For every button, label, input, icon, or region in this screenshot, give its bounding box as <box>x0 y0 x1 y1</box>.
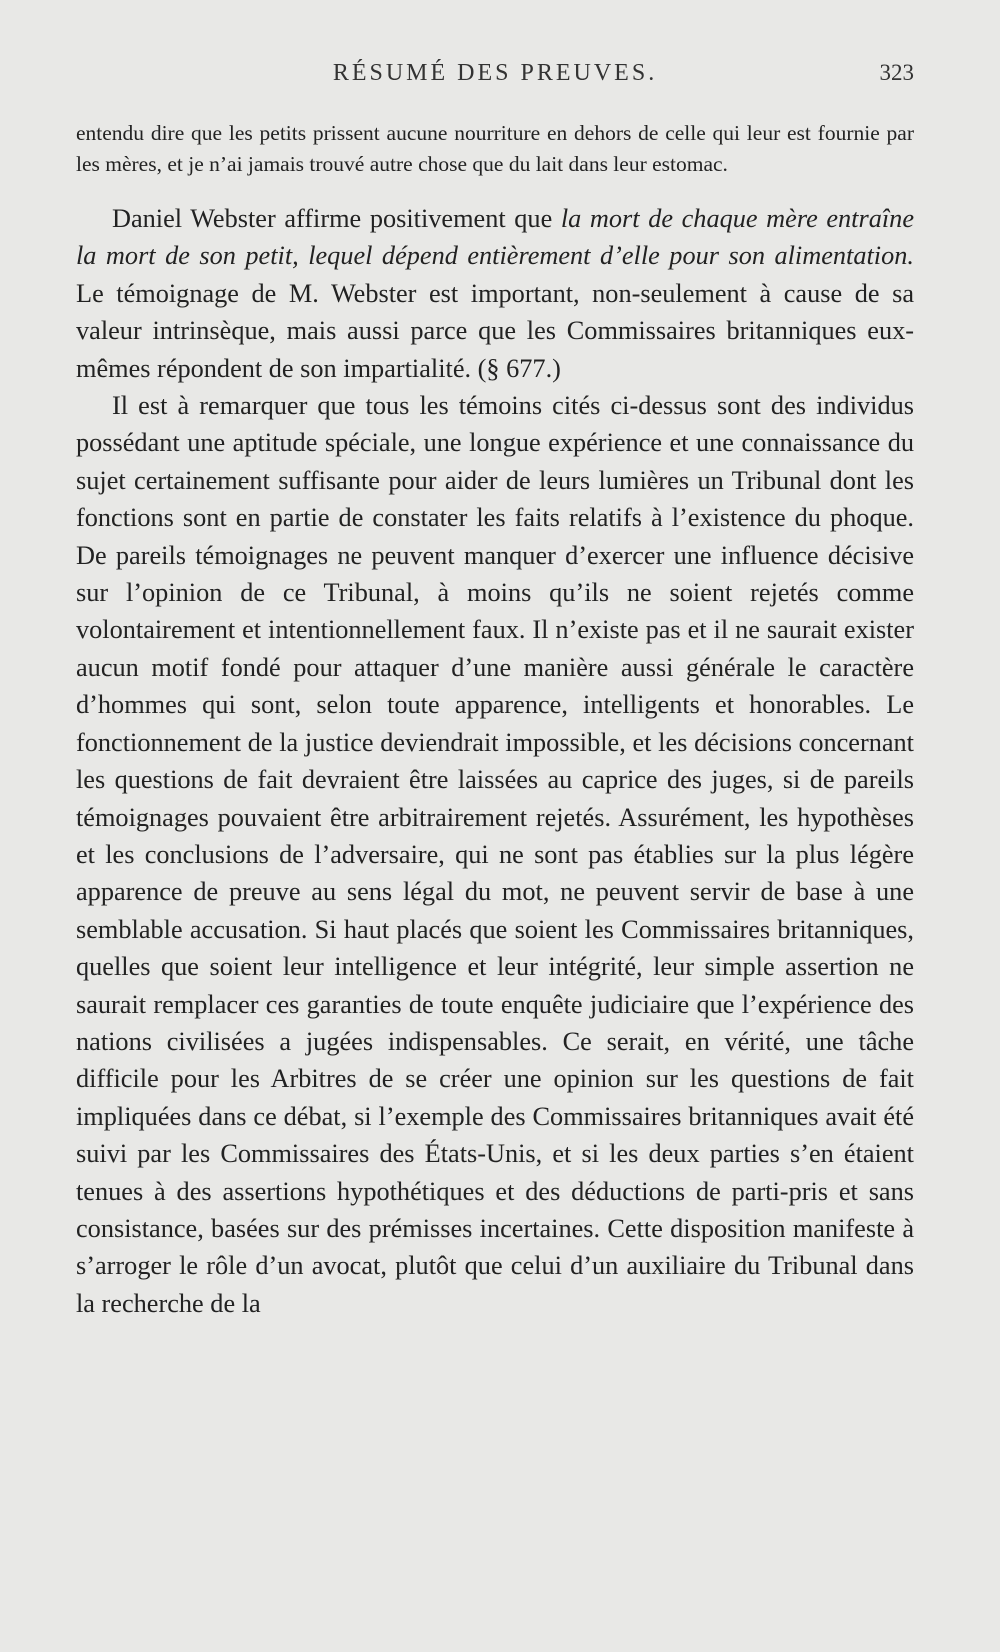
running-title: RÉSUMÉ DES PREUVES. <box>332 60 658 86</box>
webster-text-end: Le témoignage de M. Webster est important, non-seulement à cause de sa valeur intrinsèque, mais aussi parce que les Commissaires britanniques eux-mêmes répondent de son impartialité. (§ 677.) <box>76 278 914 383</box>
witnesses-paragraph: Il est à remarquer que tous les témoins cités ci-dessus sont des individus possédant une aptitude spéciale, une longue expérience et une connaissance du sujet certainement suffisante pour aider de leurs lumières un Tribunal dont les fonctions sont en partie de constater les faits relatifs à l’existence du phoque. De pareils témoignages ne peuvent manquer d’exercer une influence décisive sur l’opinion de ce Tribunal, à moins qu’ils ne soient rejetés comme volontairement et intentionnellement faux. Il n’existe pas et il ne saurait exister aucun motif fondé pour attaquer d’une manière aussi générale le caractère d’hommes qui sont, selon toute apparence, intelligents et honorables. Le fonctionnement de la justice deviendrait impossible, et les décisions concernant les questions de fait devraient être laissées au caprice des juges, si de pareils témoignages pouvaient être arbitrairement rejetés. Assurément, les hypothèses et les conclusions de l’adversaire, qui ne sont pas établies sur la plus légère apparence de preuve au sens légal du mot, ne peuvent servir de base à une semblable accusation. Si haut placés que soient les Commissaires britanniques, quelles que soient leur intelligence et leur intégrité, leur simple assertion ne saurait remplacer ces garanties de toute enquête judiciaire que l’expérience des nations civilisées a jugées indispensables. Ce serait, en vérité, une tâche difficile pour les Arbitres de se créer une opinion sur les questions de fait impliquées dans ce débat, si l’exemple des Commissaires britanniques avait été suivi par les Commissaires des États-Unis, et si les deux parties s’en étaient tenues à des assertions hypothétiques et des déductions de parti-pris et sans consistance, basées sur des prémisses incertaines. Cette disposition manifeste à s’arroger le rôle d’un avocat, plutôt que celui d’un auxiliaire du Tribunal dans la recherche de la <box>76 391 914 1318</box>
webster-paragraph <box>76 200 914 387</box>
webster-italic-quote: la mort de chaque mère entraîne la mort de son petit, lequel dépend entièrement d’elle pour son alimentation. <box>76 204 914 271</box>
body-text <box>76 118 914 1322</box>
continued-quote-paragraph: entendu dire que les petits prissent aucune nourriture en dehors de celle qui leur est fournie par les mères, et je n’ai jamais trouvé autre chose que du lait dans leur estomac. <box>76 121 914 176</box>
running-head <box>76 60 914 90</box>
webster-text-start: Daniel Webster affirme positivement que <box>112 204 561 233</box>
page-number: 323 <box>879 60 914 85</box>
